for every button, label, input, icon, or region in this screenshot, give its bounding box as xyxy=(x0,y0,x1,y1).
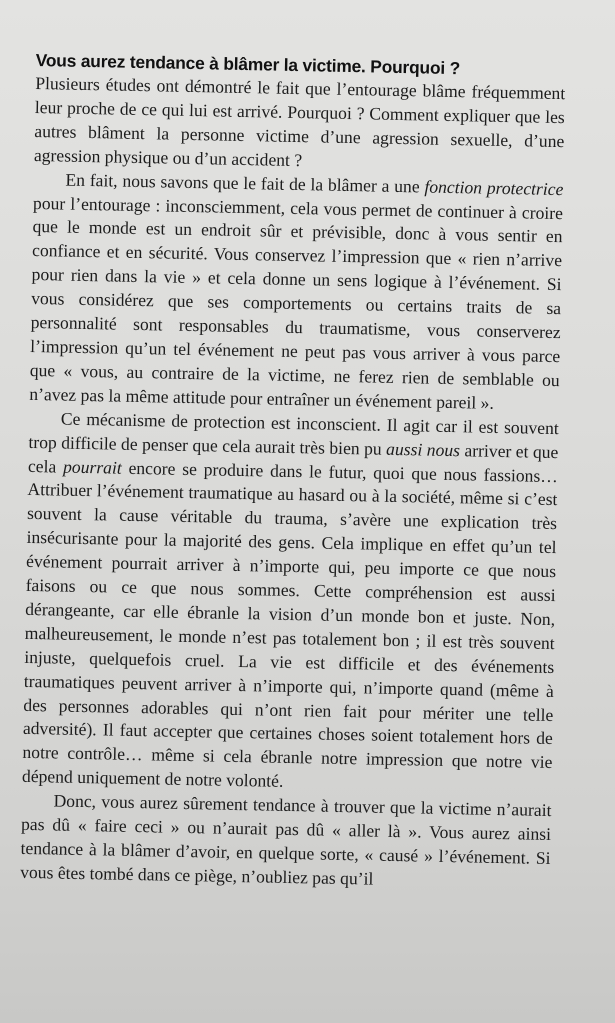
text-segment: Ce mécanisme de protection est inconscient. Il agit car il est souvent trop difficile de penser que cela aurait très bien pu xyxy=(28,408,559,459)
text-segment: arriver et que cela xyxy=(27,439,559,477)
paragraph-4 xyxy=(20,789,552,895)
text-segment: Donc, vous aurez sûrement tendance à trouver que la victime n’aurait pas dû « faire ceci » ou n’aurait pas dû « aller là ». Vous aurez ainsi tendance à la blâmer d’avoir, en quelque sorte, « causé » l’événement. Si vous êtes tombé dans ce piège, n’oubliez pas qu’il xyxy=(19,790,552,889)
italic-text: pourrait xyxy=(62,456,122,478)
paragraph-2 xyxy=(29,168,563,417)
text-segment: pour l’entourage : inconsciemment, cela vous permet de continuer à croire que le monde est un endroit sûr et prévisible, donc à vous sentir en confiance et en sécurité. Vous conservez l’impression que « rien n’arrive pour rien dans la vie » et cela donne un sens logique à l’événement. Si vous considérez que ses comportements ou certains traits de sa personnalité sont responsables du traumatisme, vous conserverez l’impression qu’un tel événement ne peut pas vous arriver à vous parce que « vous, au contraire de la victime, ne ferez rien de semblable ou n’avez pas la même attitude pour entraîner un événement pareil ». xyxy=(29,192,564,413)
page-text-block xyxy=(20,48,566,895)
paragraph-3 xyxy=(22,407,559,800)
text-segment: Plusieurs études ont démontré le fait que l’entourage blâme fréquemment leur proche de ce qui lui est arrivé. Pourquoi ? Comment expliquer que les autres blâment la personne victime d’une agression sexuelle, d’une agression physique ou d’un accident ? xyxy=(33,72,566,170)
paragraphs-container xyxy=(20,72,566,895)
section-heading: Vous aurez tendance à blâmer la victime. Pourquoi ? xyxy=(35,49,461,79)
italic-text: aussi nous xyxy=(385,438,461,460)
paragraph-1 xyxy=(34,72,566,178)
text-segment: encore se produire dans le futur, quoi que nous fassions… Attribuer l’événement traumatique au hasard ou à la société, même si c’est souvent la cause véritable du trauma, s’avère une explication très insécurisante pour la majorité des gens. Cela implique en effet qu’un tel événement pourrait arriver à n’importe qui, peu importe ce que nous faisons ou ce que nous sommes. Cette compréhension est aussi dérangeante, car elle ébranle la vision d’un monde bon et juste. Non, malheureusement, le monde n’est pas totalement bon ; il est très souvent injuste, quelquefois cruel. La vie est difficile et des événements traumatiques peuvent arriver à n’importe qui, n’importe quand (même à des personnes adorables qui n’ont rien fait pour mériter une telle adversité). Il faut accepter que certaines choses soient totalement hors de notre contrôle… même si cela ébranle notre impression que notre vie dépend uniquement de notre volonté. xyxy=(21,457,559,792)
italic-text: fonction protectrice xyxy=(424,176,564,199)
text-segment: En fait, nous savons que le fait de la blâmer a une xyxy=(65,169,425,197)
